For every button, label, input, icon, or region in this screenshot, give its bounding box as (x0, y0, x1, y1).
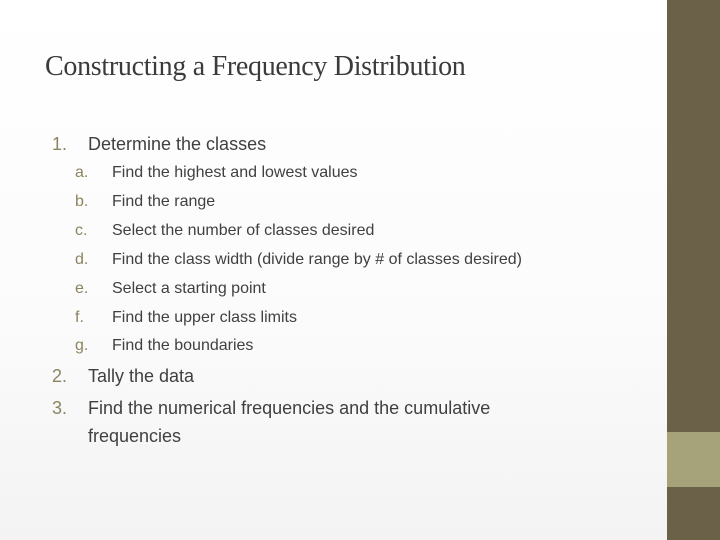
substep-letter: f. (75, 309, 84, 326)
substep-b (75, 193, 215, 211)
substep-g (75, 337, 253, 355)
step-2 (52, 366, 194, 387)
substep-text: Find the class width (divide range by # of classes desired) (112, 251, 522, 268)
substep-letter: a. (75, 164, 89, 181)
step-text: Determine the classes (88, 134, 267, 154)
step-1 (52, 134, 266, 155)
substep-d (75, 251, 522, 269)
substep-text: Select the number of classes desired (112, 222, 375, 239)
substep-letter: c. (75, 222, 88, 239)
substep-c (75, 222, 374, 240)
substep-text: Select a starting point (112, 280, 266, 297)
substep-a (75, 164, 357, 182)
substep-text: Find the highest and lowest values (112, 164, 358, 181)
substep-letter: g. (75, 337, 89, 354)
substep-f (75, 309, 297, 327)
slide-title: Constructing a Frequency Distribution (45, 51, 466, 82)
substep-letter: d. (75, 251, 89, 268)
substep-letter: b. (75, 193, 89, 210)
substep-text: Find the range (112, 193, 216, 210)
step-number: 2. (52, 366, 68, 386)
step-text: Find the numerical frequencies and the cumulative (88, 398, 491, 418)
sidebar-accent-block (667, 432, 720, 487)
step-number: 3. (52, 398, 68, 418)
step-number: 1. (52, 134, 68, 154)
substep-e (75, 280, 266, 298)
substep-letter: e. (75, 280, 89, 297)
step-3-continuation: frequencies (88, 426, 182, 446)
step-text: Tally the data (88, 366, 195, 386)
substep-text: Find the boundaries (112, 337, 254, 354)
substep-text: Find the upper class limits (112, 309, 297, 326)
step-3 (52, 398, 490, 419)
